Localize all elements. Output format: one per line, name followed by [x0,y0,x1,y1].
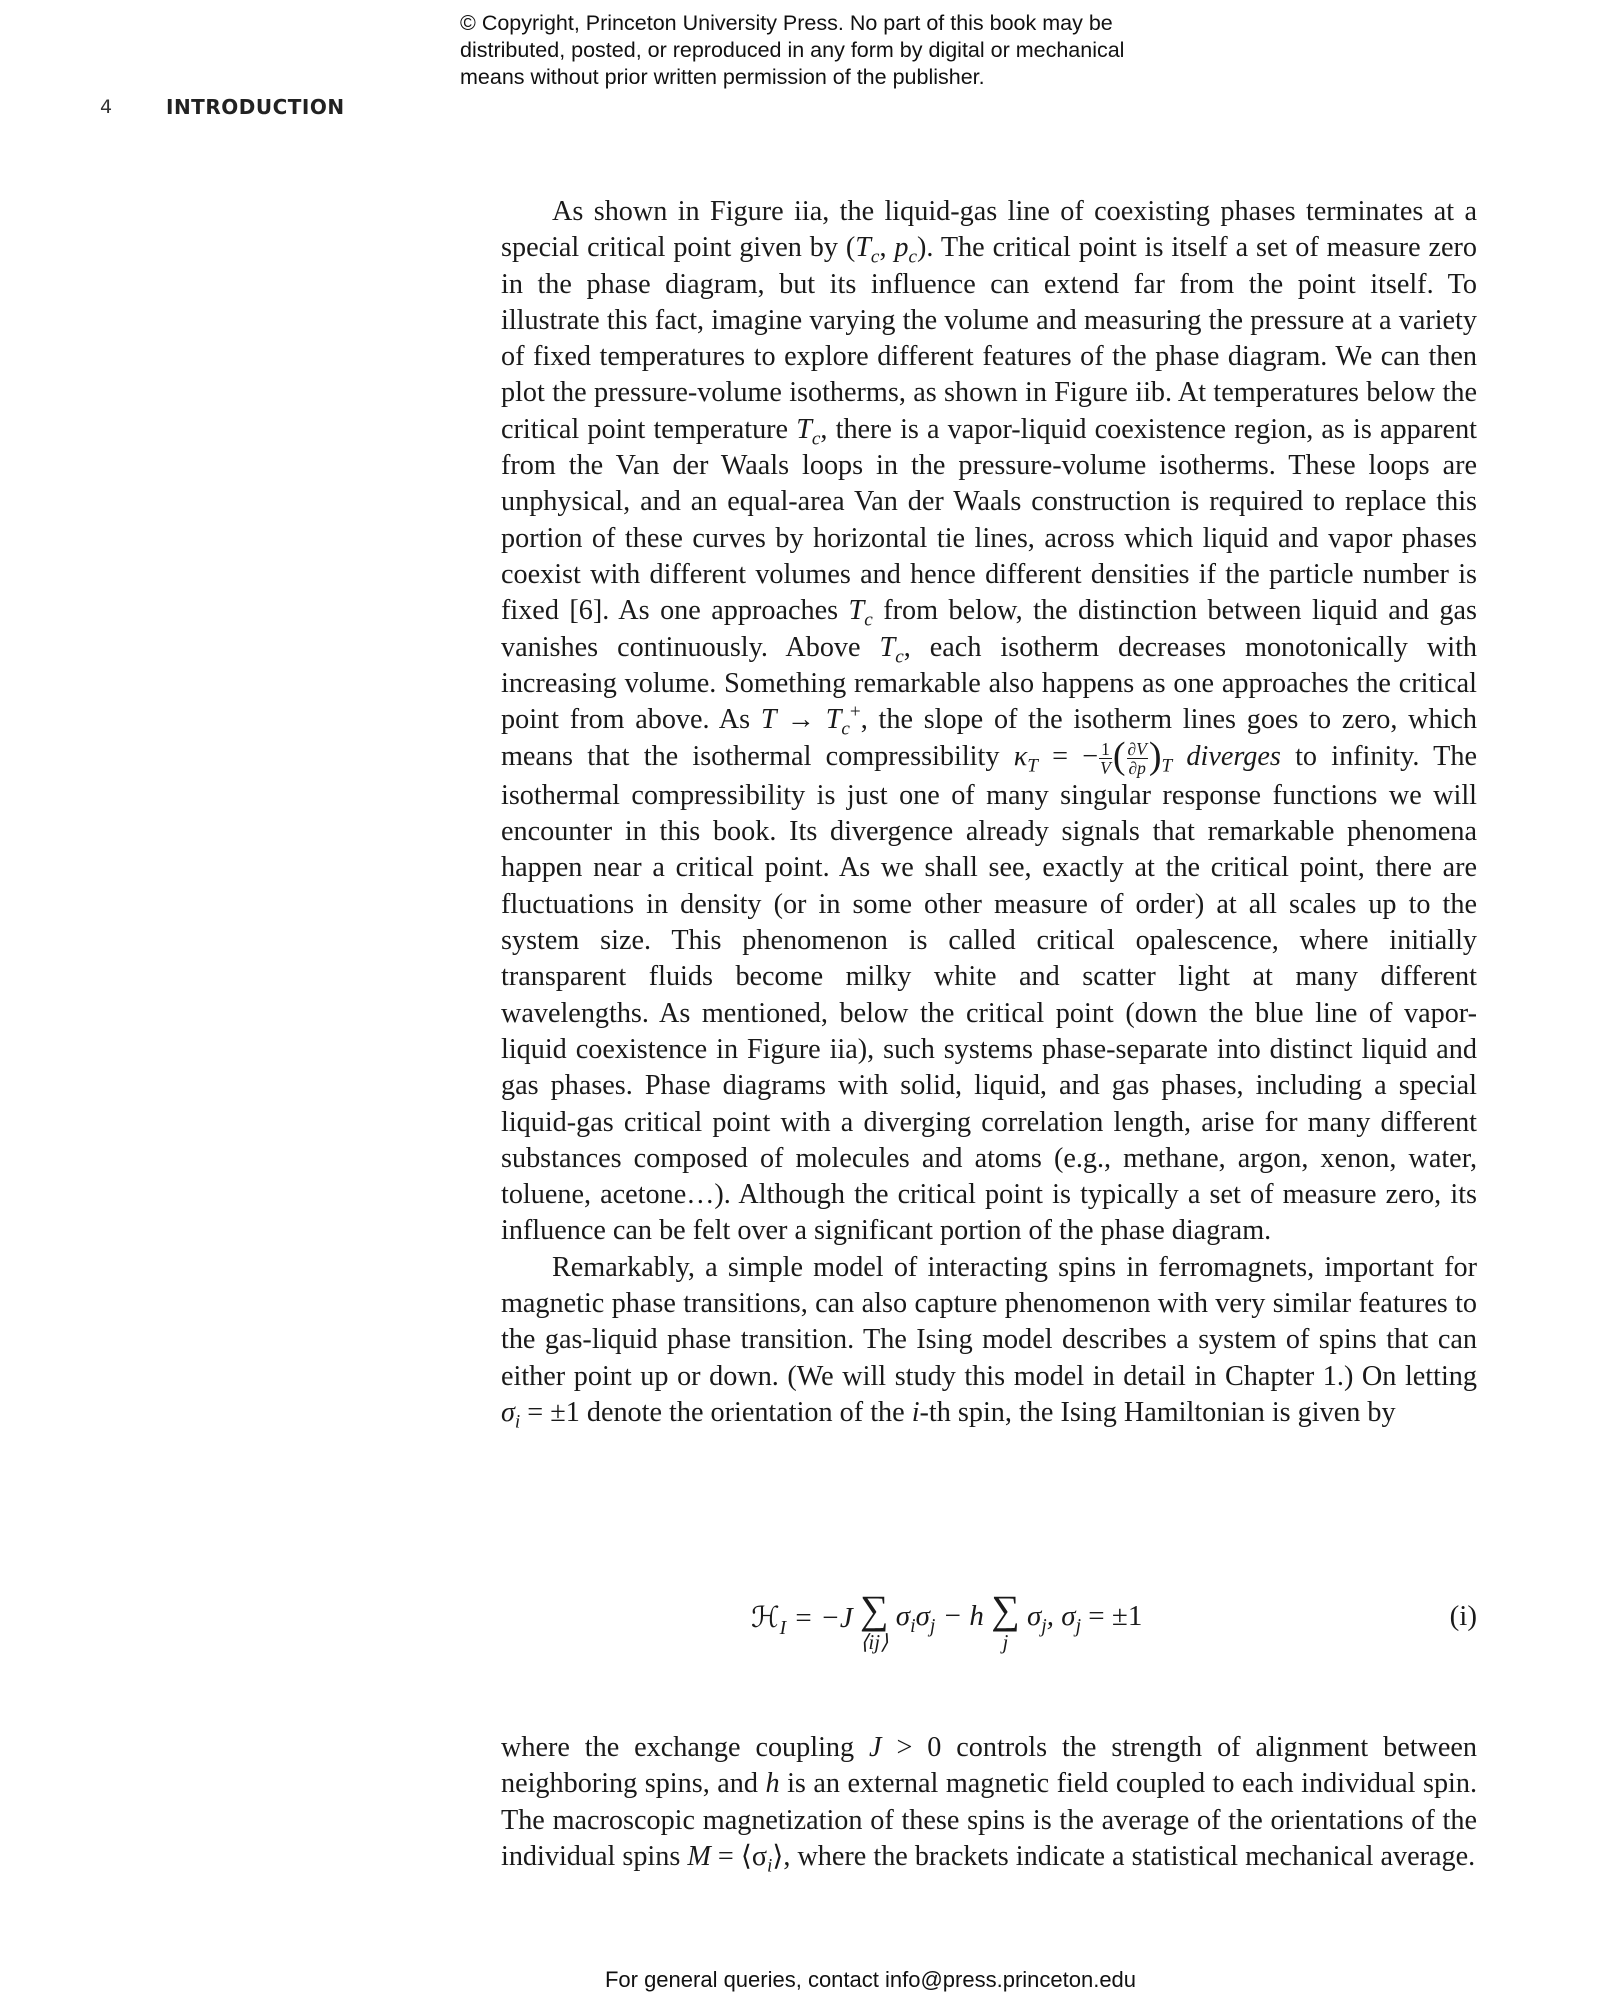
emphasis-diverges: diverges [1186,741,1281,773]
sum-symbol: ∑ ⟨ij⟩ [860,1587,889,1654]
copyright-line: © Copyright, Princeton University Press. No part of this book may be [460,11,1113,35]
sum-symbol: ∑ j [991,1587,1020,1654]
paragraph-1: As shown in Figure iia, the liquid-gas line of coexisting phases terminates at a special critical point given by ($T_c$, $p_c$). The critical point is itself a set of measure zero in the phase diagram, but its influence can extend far from the point itself. To illustrate this fact, imagine varying the volume and measuring the pressure at a variety of fixed temperatures to explore different features of the phase diagram. We can then plot the pressure-volume isotherms, as shown in Figure iib. At temperatures below the critical point temperature $T_c$, there is a vapor-liquid coexistence region, as is apparent from the Van der Waals loops in the pressure-volume isotherms. These loops are unphysical, and an equal-area Van der Waals construction is required to replace this portion of these curves by horizontal tie lines, across which liquid and vapor phases coexist with different volumes and hence different densities if the particle number is fixed [6]. As one approaches $T_c$ from below, the distinction between liquid and gas vanishes continuously. Above $T_c$, each isotherm decreases monotonically with increasing volume. Something remarkable also happens as one approaches the critical point from above. As $T \to T_c^+$, the slope of the isotherm lines goes to zero, which means that the isothermal compressibility $\kappa_T$ = − $\frac{1}{V}$ ( $\frac{\partial V}{\partial p}$ )$_T$ diverges to infinity. The isothermal compressibility is just one of many singular response functions we will encounter in this book. Its divergence already signals that remarkable phenomena happen near a critical point. As we shall see, exactly at the critical point, there are fluctuations in density (or in some other measure of order) at all scales up to the system size. This phenomenon is called critical opalescence, where initially transparent fluids become milky white and scatter light at many different wavelengths. As mentioned, below the critical point (down the blue line of vapor-liquid coexistence in Figure iia), such systems phase-separate into distinct liquid and gas phases. Phase diagrams with solid, liquid, and gas phases, including a special liquid-gas critical point with a diverging correlation length, arise for many different substances composed of molecules and atoms (e.g., methane, argon, xenon, water, toluene, acetone…). Although the critical point is typically a set of measure zero, its influence can be felt over a significant portion of the phase diagram. [501,196,1478,1247]
body-text-continued [501,1730,1477,1875]
footer-contact: For general queries, contact info@press.princeton.edu [604,1967,1137,1992]
page-number: 4 [100,96,113,118]
paragraph-3: where the exchange coupling J > 0 controls the strength of alignment between neighboring spins, and h is an external magnetic field coupled to each individual spin. The macroscopic magnetization of these spins is the average of the orientations of the individual spins $M = ⟨\sigma_i⟩$, where the brackets indicate a statistical mechanical average. [501,1732,1478,1877]
copyright-line: distributed, posted, or reproduced in any form by digital or mechanical [460,38,1125,62]
copyright-notice [460,10,1220,91]
paragraph-2: Remarkably, a simple model of interacting spins in ferromagnets, important for magnetic phase transitions, can also capture phenomenon with very similar features to the gas-liquid phase transition. The Ising model describes a system of spins that can either point up or down. (We will study this model in detail in Chapter 1.) On letting $\sigma_i = \pm 1$ denote the orientation of the i-th spin, the Ising Hamiltonian is given by [501,1251,1477,1433]
copyright-line: means without prior written permission of the publisher. [460,65,985,89]
equation-number: (i) [1449,1600,1477,1632]
ising-hamiltonian-equation: ℋ$_I$ = −J ∑ ⟨ij⟩ $\sigma_i\sigma_j - h$ ∑ j $\sigma_j$, $\sigma_j = \pm 1$ (i) [751,1587,1477,1654]
body-text [501,194,1477,1431]
running-head: INTRODUCTION [166,95,345,119]
